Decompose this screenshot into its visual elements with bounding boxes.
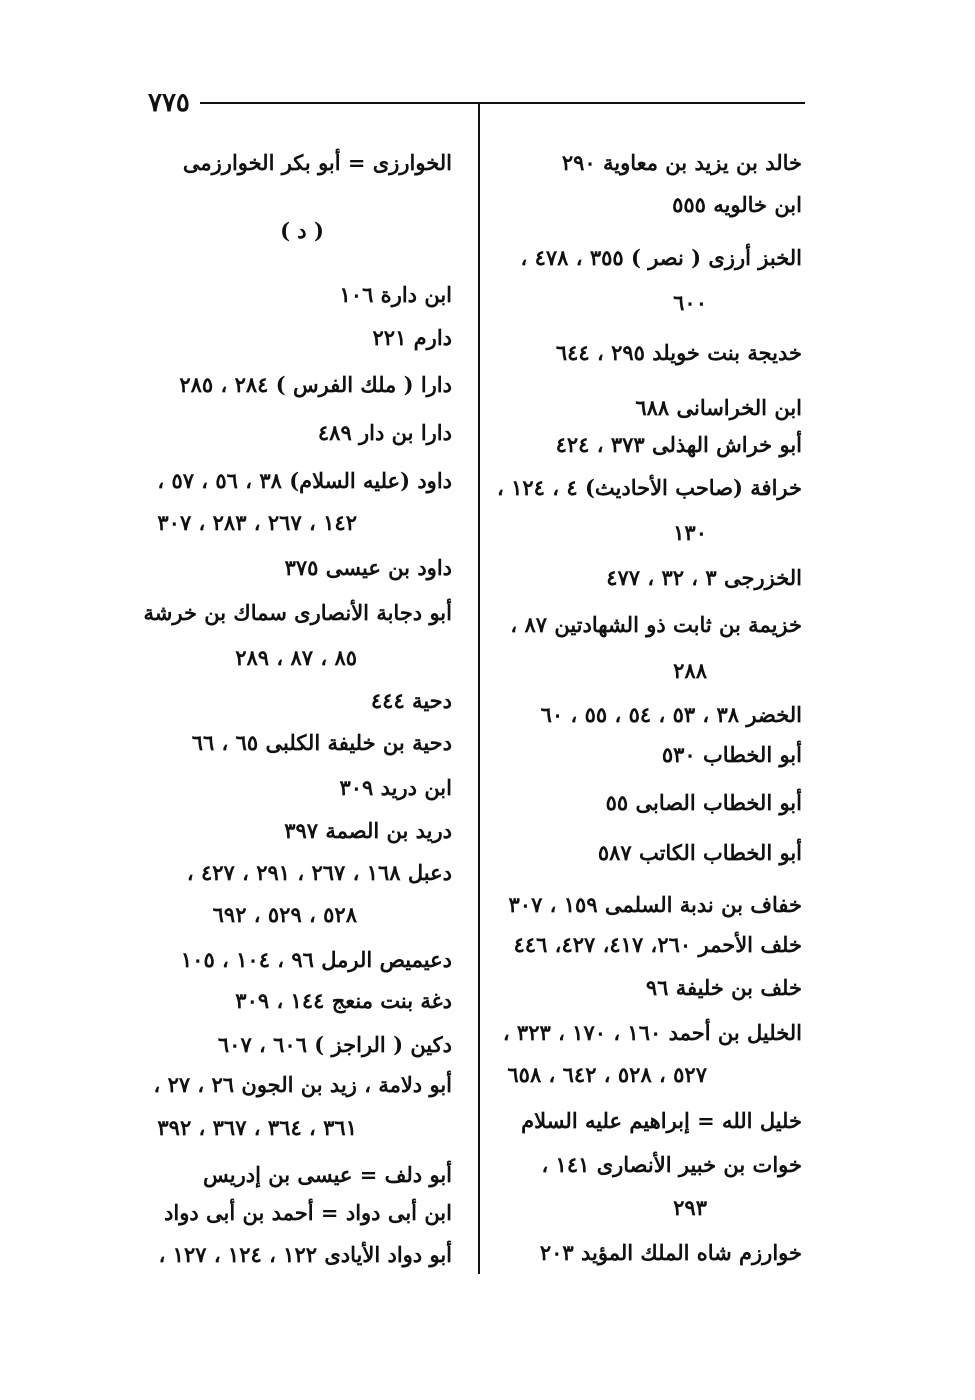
index-entry: خوات بن خبير الأنصارى ١٤١ ، [541, 1152, 802, 1177]
index-entry: أبو الخطاب الصابى ٥٥ [605, 790, 802, 815]
index-entry: خوارزم شاه الملك المؤيد ٢٠٣ [539, 1240, 802, 1265]
index-entry-continuation: ٣٦١ ، ٣٦٤ ، ٣٦٧ ، ٣٩٢ [157, 1115, 357, 1140]
index-entry: دغة بنت منعج ١٤٤ ، ٣٠٩ [235, 988, 452, 1013]
index-entry: أبو دجابة الأنصارى سماك بن خرشة [143, 600, 452, 625]
index-entry: خفاف بن ندبة السلمى ١٥٩ ، ٣٠٧ [508, 892, 802, 917]
column-divider [478, 104, 480, 1274]
index-entry: ابن الخراسانى ٦٨٨ [635, 395, 802, 420]
index-entry: أبو الخطاب ٥٣٠ [661, 742, 802, 767]
index-entry-continuation: ٢٨٨ [673, 658, 707, 683]
index-entry: خالد بن يزيد بن معاوية ٢٩٠ [561, 150, 802, 175]
index-entry-continuation: ٥٢٧ ، ٥٢٨ ، ٦٤٢ ، ٦٥٨ [507, 1062, 707, 1087]
index-entry: دريد بن الصمة ٣٩٧ [284, 818, 452, 843]
index-entry: داود (عليه السلام) ٣٨ ، ٥٦ ، ٥٧ ، [157, 468, 452, 493]
index-entry: خليل الله = إبراهيم عليه السلام [521, 1108, 802, 1133]
index-entry: دكين ( الراجز ) ٦٠٦ ، ٦٠٧ [217, 1032, 452, 1057]
index-entry: الخبز أرزى ( نصر ) ٣٥٥ ، ٤٧٨ ، [520, 245, 802, 270]
index-entry: أبو خراش الهذلى ٣٧٣ ، ٤٢٤ [555, 432, 802, 457]
section-letter-heading: ( د ) [280, 218, 324, 243]
index-entry-continuation: ٦٠٠ [673, 290, 707, 315]
index-entry: دارا بن دار ٤٨٩ [317, 420, 452, 445]
index-entry: دارا ( ملك الفرس ) ٢٨٤ ، ٢٨٥ [179, 372, 452, 397]
index-entry: الخزرجى ٣ ، ٣٢ ، ٤٧٧ [606, 565, 802, 590]
page-number: ٧٧٥ [148, 88, 190, 118]
index-entry-continuation: ٢٩٣ [673, 1195, 707, 1220]
index-entry: دعبل ١٦٨ ، ٢٦٧ ، ٢٩١ ، ٤٢٧ ، [186, 860, 452, 885]
index-entry-continuation: ١٣٠ [673, 520, 707, 545]
index-entry: ابن أبى دواد = أحمد بن أبى دواد [164, 1200, 452, 1225]
index-entry: الخليل بن أحمد ١٦٠ ، ١٧٠ ، ٣٢٣ ، [502, 1020, 802, 1045]
index-entry: دحية بن خليفة الكلبى ٦٥ ، ٦٦ [191, 730, 452, 755]
index-entry: خديجة بنت خويلد ٢٩٥ ، ٦٤٤ [555, 340, 802, 365]
index-entry: دحية ٤٤٤ [370, 688, 452, 713]
index-entry: الخوارزى = أبو بكر الخوارزمى [182, 150, 452, 175]
index-entry: أبو دلف = عيسى بن إدريس [202, 1162, 452, 1187]
index-entry: ابن دارة ١٠٦ [339, 282, 452, 307]
index-entry: دارم ٢٢١ [372, 325, 452, 350]
index-entry: ابن دريد ٣٠٩ [339, 775, 452, 800]
index-entry: خلف بن خليفة ٩٦ [645, 975, 802, 1000]
index-entry: أبو دواد الأيادى ١٢٢ ، ١٢٤ ، ١٢٧ ، [158, 1242, 452, 1267]
header-rule [200, 102, 805, 104]
index-entry-continuation: ١٤٢ ، ٢٦٧ ، ٢٨٣ ، ٣٠٧ [157, 510, 357, 535]
index-entry: ابن خالويه ٥٥٥ [672, 192, 802, 217]
index-entry: أبو دلامة ، زيد بن الجون ٢٦ ، ٢٧ ، [153, 1072, 452, 1097]
index-entry: خزيمة بن ثابت ذو الشهادتين ٨٧ ، [510, 612, 802, 637]
index-entry-continuation: ٥٢٨ ، ٥٢٩ ، ٦٩٢ [212, 902, 357, 927]
index-entry-continuation: ٨٥ ، ٨٧ ، ٢٨٩ [235, 645, 357, 670]
index-entry: داود بن عيسى ٣٧٥ [284, 555, 452, 580]
index-entry: دعيميص الرمل ٩٦ ، ١٠٤ ، ١٠٥ [180, 947, 452, 972]
index-entry: أبو الخطاب الكاتب ٥٨٧ [597, 840, 802, 865]
index-entry: خرافة (صاحب الأحاديث) ٤ ، ١٢٤ ، [497, 475, 802, 500]
index-entry: الخضر ٣٨ ، ٥٣ ، ٥٤ ، ٥٥ ، ٦٠ [540, 702, 802, 727]
index-entry: خلف الأحمر ٢٦٠، ٤١٧، ٤٢٧، ٤٤٦ [513, 932, 802, 957]
